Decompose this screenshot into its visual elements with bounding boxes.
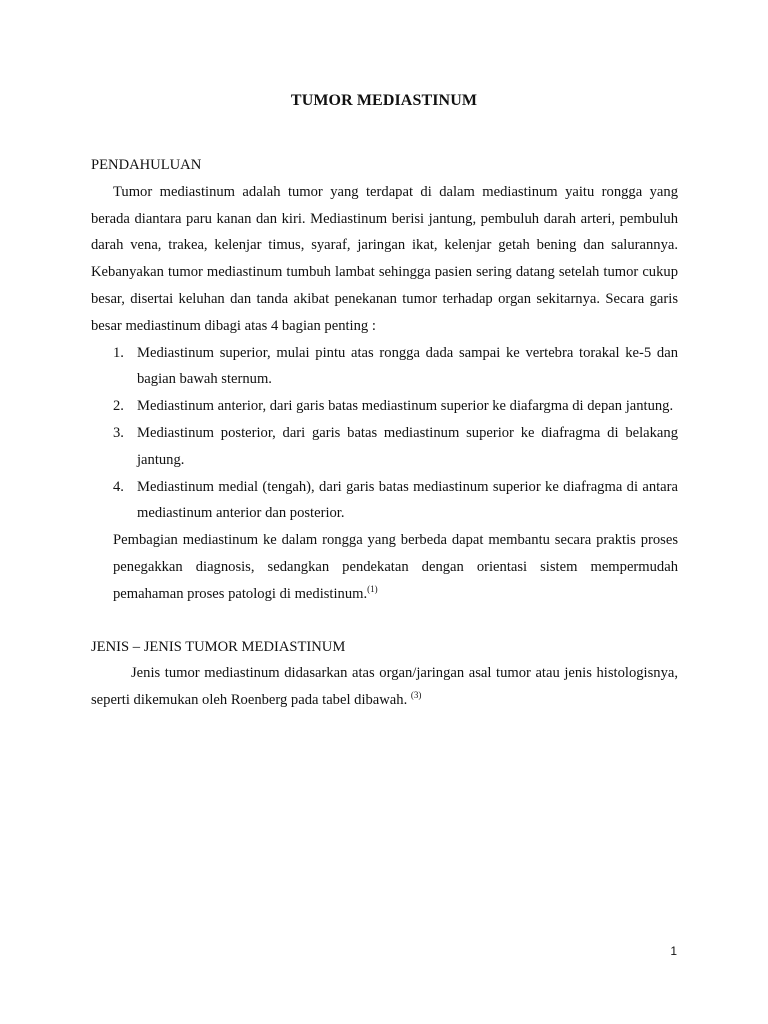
list-item-text: Mediastinum medial (tengah), dari garis batas mediastinum superior ke diafragma di antara mediastinum anterior dan posterior. <box>137 478 678 522</box>
list-item <box>91 340 678 394</box>
intro-paragraph: Tumor mediastinum adalah tumor yang terdapat di dalam mediastinum yaitu rongga yang berada diantara paru kanan dan kiri. Mediastinum berisi jantung, pembuluh darah arteri, pembuluh darah vena, trakea, kelenjar timus, syaraf, jaringan ikat, kelenjar getah bening dan salurannya. Kebanyakan tumor mediastinum tumbuh lambat sehingga pasien sering datang setelah tumor cukup besar, disertai keluhan dan tanda akibat penekanan tumor terhadap organ sekitarnya. Secara garis besar mediastinum dibagi atas 4 bagian penting : <box>91 183 678 334</box>
jenis-paragraph-text: Jenis tumor mediastinum didasarkan atas organ/jaringan asal tumor atau jenis histologisnya, seperti dikemukan oleh Roenberg pada tabel dibawah. <box>91 665 678 709</box>
list-item <box>91 474 678 528</box>
closing-paragraph <box>91 527 678 607</box>
reference-marker: (3) <box>410 690 422 701</box>
mediastinum-parts-list <box>91 340 678 528</box>
list-item-number: 3. <box>113 424 124 441</box>
list-item-number: 1. <box>113 344 124 361</box>
list-item-number: 2. <box>113 398 124 415</box>
section-spacer <box>91 608 678 634</box>
section-heading-pendahuluan: PENDAHULUAN <box>91 157 202 173</box>
jenis-paragraph <box>91 660 678 714</box>
reference-marker: (1) <box>367 583 378 594</box>
document-title: TUMOR MEDIASTINUM <box>290 92 478 109</box>
list-item-number: 4. <box>113 478 124 495</box>
list-item <box>91 393 678 420</box>
section-heading-jenis: JENIS – JENIS TUMOR MEDIASTINUM <box>91 638 346 655</box>
page-number: 1 <box>670 944 677 958</box>
list-item-text: Mediastinum anterior, dari garis batas mediastinum superior ke diafargma di depan jantung. <box>137 398 674 415</box>
list-item-text: Mediastinum posterior, dari garis batas mediastinum superior ke diafragma di belakang jantung. <box>137 424 678 468</box>
closing-paragraph-text: Pembagian mediastinum ke dalam rongga yang berbeda dapat membantu secara praktis proses penegakkan diagnosis, sedangkan pendekatan dengan orientasi sistem mempermudah pemahaman proses patologi di medistinum. <box>113 532 678 602</box>
list-item-text: Mediastinum superior, mulai pintu atas rongga dada sampai ke vertebra torakal ke-5 dan bagian bawah sternum. <box>137 344 678 388</box>
list-item <box>91 420 678 474</box>
document-body <box>91 152 678 714</box>
